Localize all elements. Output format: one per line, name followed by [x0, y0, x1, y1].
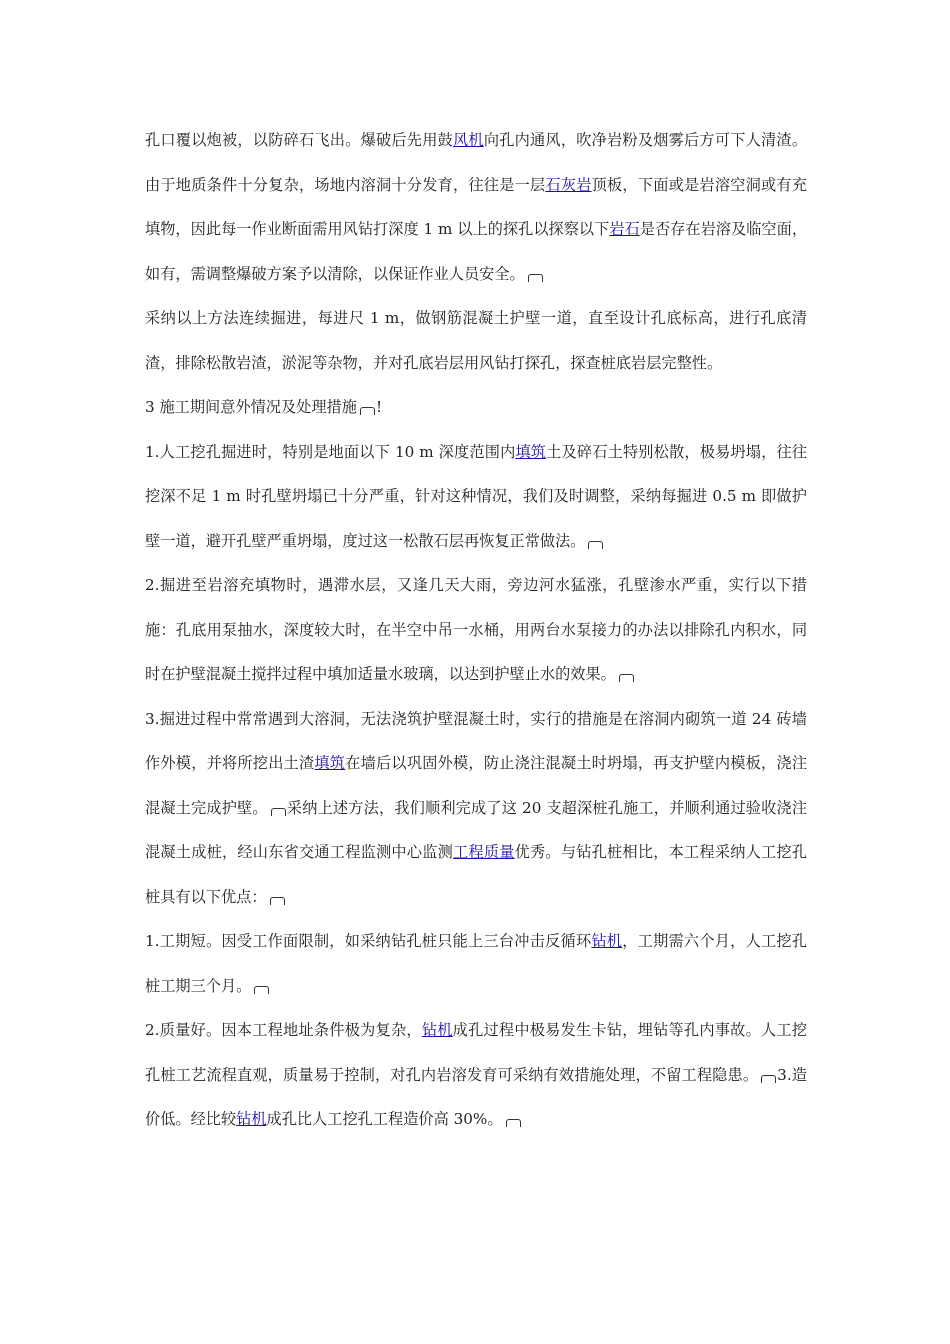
text-run: !: [375, 398, 383, 416]
paragraph-mark-icon: [588, 541, 603, 549]
text-run: 在墙后以巩固外模，防止浇注混凝土时坍塌，再支护壁内模板，浇注混凝土完成护壁。: [145, 754, 808, 817]
text-run: 3.造价低。经比较: [145, 1065, 807, 1128]
text-run: 采纳以上方法连续掘进，每进尺 1 m，做钢筋混凝土护壁一道，直至设计孔底标高，进行孔底清渣，排除松散岩渣，淤泥等杂物，并对孔底岩层用风钻打探孔，探查桩底岩层完整性。: [145, 309, 807, 372]
paragraph-mark-icon: [271, 808, 286, 816]
inline-link[interactable]: 填筑: [515, 442, 547, 461]
inline-link[interactable]: 钻机: [421, 1021, 453, 1039]
text-run: 土及碎石土特别松散，极易坍塌，往往挖深不足 1 m 时孔壁坍塌已十分严重，针对这种情况，我们及时调整，采纳每掘进 0.5 m 即做护壁一道，避开孔壁严重坍塌，度过这一松散石层再恢复正常做法。: [145, 442, 808, 550]
paragraph: [145, 563, 807, 697]
text-run: 3 施工期间意外情况及处理措施: [145, 398, 357, 416]
paragraph-mark-icon: [761, 1075, 776, 1083]
paragraph: [145, 118, 807, 296]
paragraph-mark-icon: [254, 986, 269, 994]
inline-link[interactable]: 钻机: [591, 932, 623, 950]
text-run: 孔口覆以炮被，以防碎石飞出。爆破后先用鼓: [145, 131, 454, 149]
paragraph: [145, 919, 807, 1008]
text-run: 采纳上述方法，我们顺利完成了这 20 支超深桩孔施工，并顺利通过验收浇注混凝土成桩，经山东省交通工程监测中心监测: [145, 798, 808, 861]
text-run: 成孔过程中极易发生卡钻，埋钻等孔内事故。人工挖孔桩工艺流程直观，质量易于控制，对孔内岩溶发育可采纳有效措施处理，不留工程隐患。: [145, 1021, 808, 1084]
text-run: ，工期需六个月，人工挖孔桩工期三个月。: [145, 932, 808, 995]
paragraph-mark-icon: [360, 407, 375, 415]
text-run: 1.人工挖孔掘进时，特别是地面以下 10 m 深度范围内: [145, 442, 516, 461]
paragraph: [145, 296, 807, 385]
paragraph-mark-icon: [270, 897, 285, 905]
inline-link[interactable]: 钻机: [236, 1110, 267, 1128]
text-run: 成孔比人工挖孔工程造价高 30%。: [266, 1110, 503, 1128]
text-run: 1.工期短。因受工作面限制，如采纳钻孔桩只能上三台冲击反循环: [145, 932, 592, 950]
text-run: 2.掘进至岩溶充填物时，遇滞水层，又逢几天大雨，旁边河水猛涨，孔壁渗水严重，实行以下措施：孔底用泵抽水，深度较大时，在半空中吊一水桶，用两台水泵接力的办法以排除孔内积水，同时在护壁混凝土搅拌过程中填加适量水玻璃，以达到护壁止水的效果。: [145, 576, 807, 683]
document-body: [145, 118, 807, 1142]
inline-link[interactable]: 岩石: [609, 220, 640, 238]
paragraph: [145, 385, 807, 430]
paragraph-mark-icon: [506, 1119, 521, 1127]
text-run: 是否存在岩溶及临空面，如有，需调整爆破方案予以清除，以保证作业人员安全。: [145, 220, 808, 283]
text-run: 2.质量好。因本工程地址条件极为复杂，: [145, 1021, 422, 1039]
paragraph: [145, 697, 807, 920]
text-run: 向孔内通风，吹净岩粉及烟雾后方可下人清渣。由于地质条件十分复杂，场地内溶洞十分发育，往往是一层: [145, 131, 808, 194]
paragraph: [145, 430, 807, 564]
inline-link[interactable]: 石灰岩: [545, 175, 592, 194]
inline-link[interactable]: 工程质量: [453, 843, 515, 861]
inline-link[interactable]: 风机: [453, 131, 484, 149]
paragraph-mark-icon: [528, 274, 543, 282]
text-run: 顶板，下面或是岩溶空洞或有充填物，因此每一作业断面需用风钻打深度 1 m 以上的探孔以探察以下: [145, 175, 808, 238]
text-run: 3.掘进过程中常常遇到大溶洞，无法浇筑护壁混凝土时，实行的措施是在溶洞内砌筑一道 24 砖墙作外模，并将所挖出土渣: [145, 709, 807, 772]
text-run: 优秀。与钻孔桩相比，本工程采纳人工挖孔桩具有以下优点：: [145, 843, 808, 906]
paragraph: [145, 1008, 807, 1142]
inline-link[interactable]: 填筑: [314, 754, 346, 772]
paragraph-mark-icon: [619, 674, 634, 682]
